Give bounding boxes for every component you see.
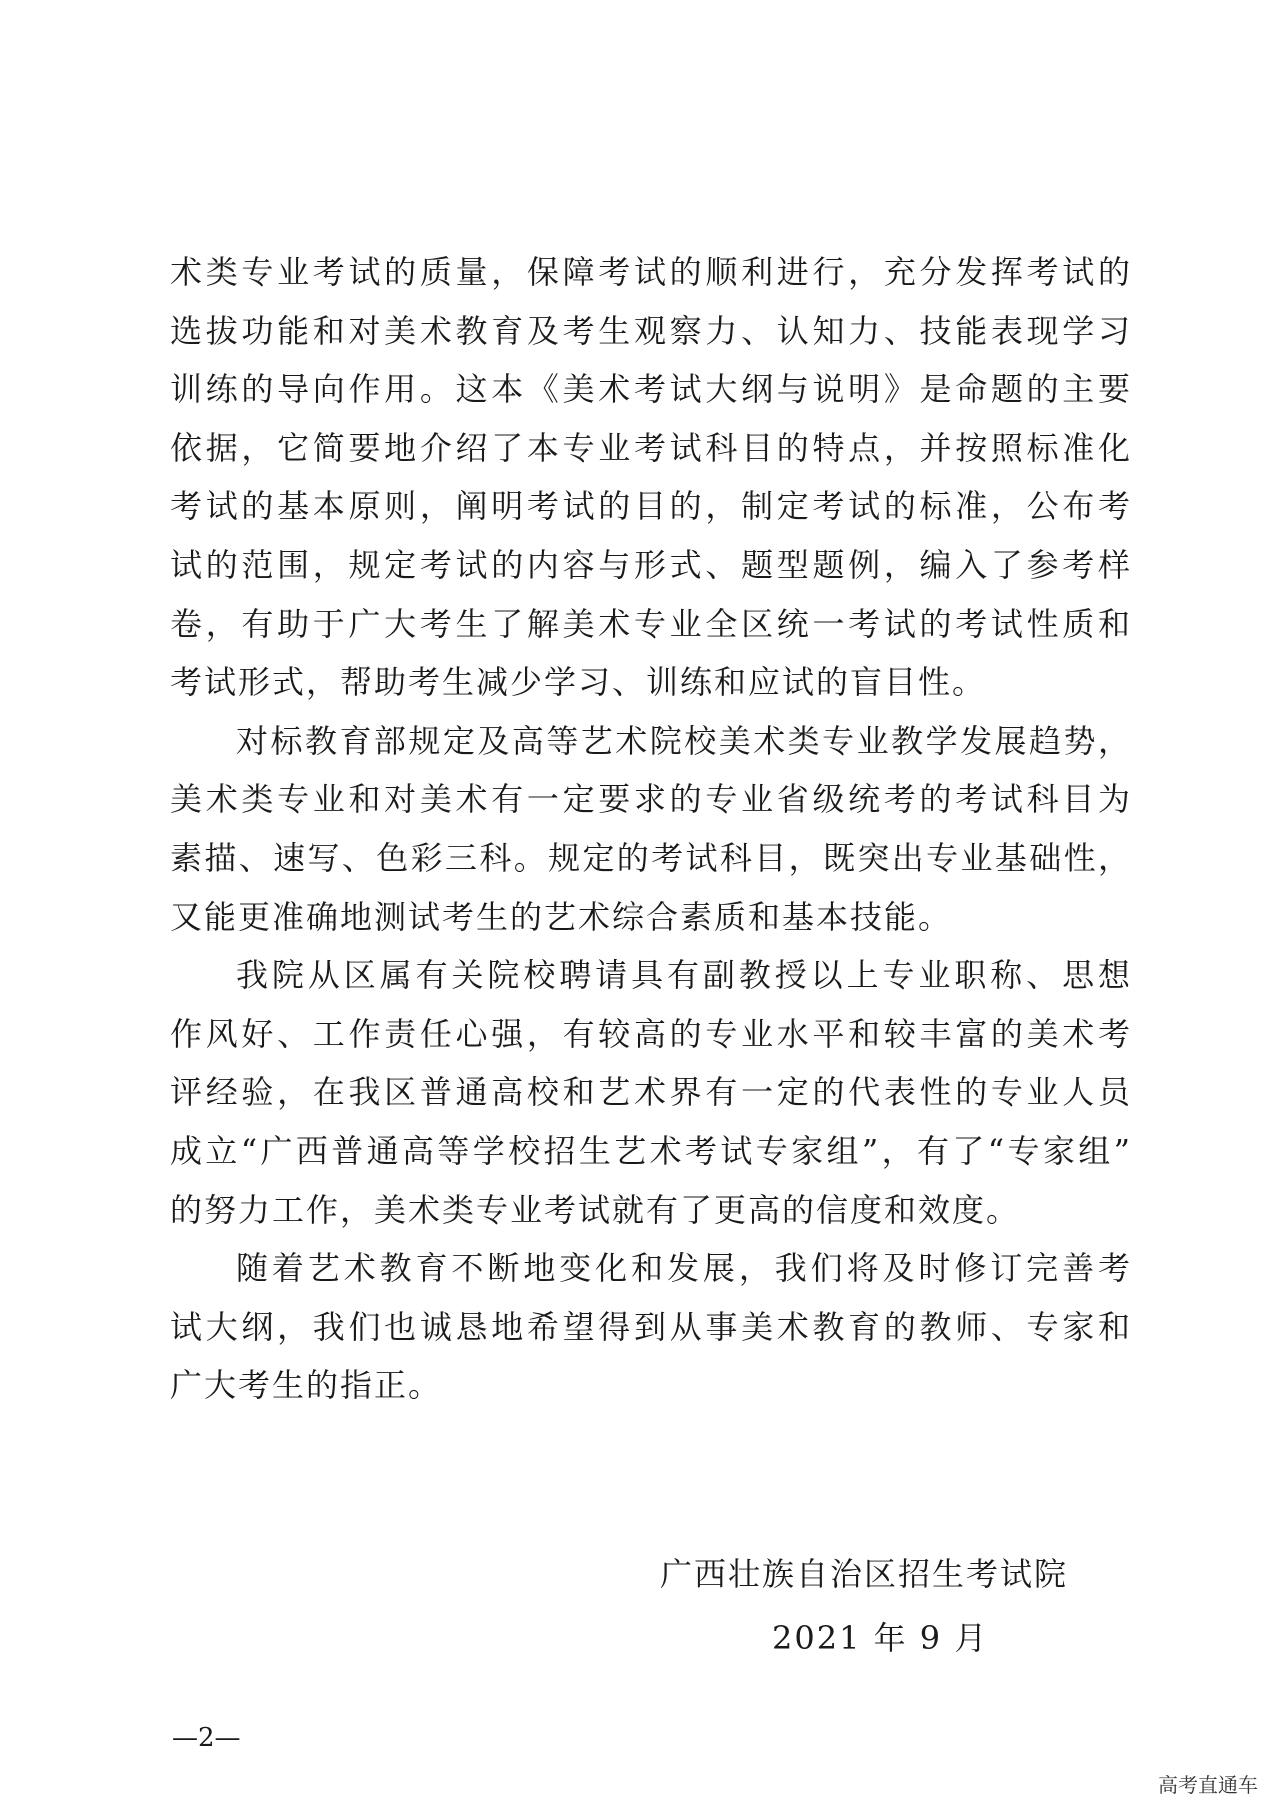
text-line: 又能更准确地测试考生的艺术综合素质和基本技能。 [170, 897, 953, 936]
text-line: 评经验，在我区普通高校和艺术界有一定的代表性的专业人员 [170, 1073, 1130, 1112]
document-body [170, 243, 1130, 1415]
text-line: 依据，它简要地介绍了本专业考试科目的特点，并按照标准化 [170, 428, 1130, 467]
text-line: 美术类专业和对美术有一定要求的专业省级统考的考试科目为 [170, 780, 1130, 819]
issue-date: 2021 年 9 月 [772, 1619, 989, 1657]
text-line: 训练的导向作用。这本《美术考试大纲与说明》是命题的主要 [170, 370, 1130, 409]
text-line: 成立“广西普通高等学校招生艺术考试专家组”，有了“专家组” [170, 1131, 1130, 1170]
text-line: 随着艺术教育不断地变化和发展，我们将及时修订完善考 [236, 1249, 1130, 1288]
text-line: 广大考生的指正。 [170, 1366, 443, 1405]
text-line: 我院从区属有关院校聘请具有副教授以上专业职称、思想 [236, 956, 1130, 995]
text-line: 的努力工作，美术类专业考试就有了更高的信度和效度。 [170, 1190, 1021, 1229]
signature-block [660, 1545, 1080, 1657]
watermark-text: 高考直通车 [1158, 1773, 1258, 1797]
text-line: 试大纲，我们也诚恳地希望得到从事美术教育的教师、专家和 [170, 1307, 1130, 1346]
issuing-organization: 广西壮族自治区招生考试院 [660, 1555, 1069, 1593]
text-line: 卷，有助于广大考生了解美术专业全区统一考试的考试性质和 [170, 604, 1130, 643]
text-line: 对标教育部规定及高等艺术院校美术类专业教学发展趋势， [236, 721, 1130, 760]
text-line: 选拔功能和对美术教育及考生观察力、认知力、技能表现学习 [170, 311, 1130, 350]
text-line: 作风好、工作责任心强，有较高的专业水平和较丰富的美术考 [170, 1014, 1130, 1053]
text-line: 考试形式，帮助考生减少学习、训练和应试的盲目性。 [170, 663, 987, 702]
text-line: 术类专业考试的质量，保障考试的顺利进行，充分发挥考试的 [170, 253, 1130, 291]
text-line: 考试的基本原则，阐明考试的目的，制定考试的标准，公布考 [170, 487, 1130, 526]
text-line: 素描、速写、色彩三科。规定的考试科目，既突出专业基础性， [170, 838, 1130, 877]
page-number: —2— [172, 1723, 241, 1753]
text-line: 试的范围，规定考试的内容与形式、题型题例，编入了参考样 [170, 545, 1130, 584]
